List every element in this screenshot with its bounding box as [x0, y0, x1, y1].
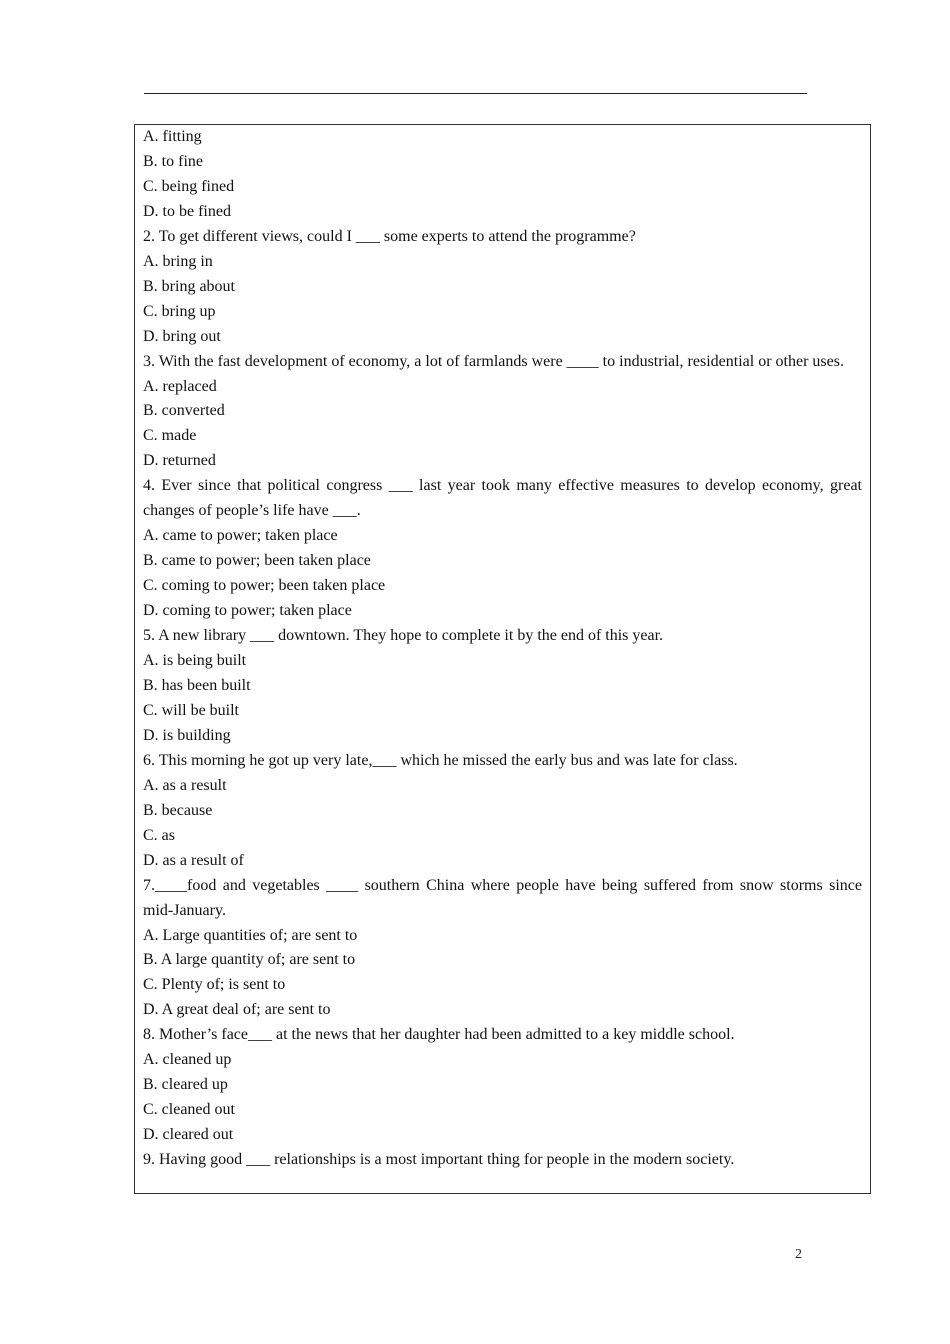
question-9: 9. Having good ___ relationships is a most important thing for people in the modern society. [143, 1151, 735, 1169]
question-4: 4. Ever since that political congress ___ last year took many effective measures to develop economy, great changes of people’s life have ___. [143, 477, 862, 520]
option-b: B. came to power; been taken place [143, 552, 371, 570]
question-7: 7.____food and vegetables ____ southern China where people have being suffered from snow storms since mid-January. [143, 876, 862, 919]
option-d: D. A great deal of; are sent to [143, 1001, 331, 1019]
option-b: B. A large quantity of; are sent to [143, 951, 356, 969]
question-5: 5. A new library ___ downtown. They hope to complete it by the end of this year. [143, 627, 664, 645]
question-box [134, 124, 871, 1194]
question-8: 8. Mother’s face___ at the news that her daughter had been admitted to a key middle school. [143, 1026, 735, 1044]
option-a: A. replaced [143, 377, 217, 395]
option-c: C. cleaned out [143, 1101, 235, 1119]
option-b: B. to fine [143, 152, 203, 170]
option-d: D. bring out [143, 327, 221, 345]
question-3: 3. With the fast development of economy, a lot of farmlands were ____ to industrial, residential or other uses. [143, 352, 844, 370]
option-d: D. returned [143, 452, 216, 470]
option-b: B. because [143, 801, 213, 819]
option-c: C. as [143, 826, 175, 844]
option-a: A. fitting [143, 128, 202, 145]
option-c: C. being fined [143, 177, 235, 195]
option-b: B. converted [143, 402, 225, 420]
option-b: B. has been built [143, 676, 251, 694]
page-number: 2 [795, 1247, 802, 1262]
option-a: A. bring in [143, 252, 213, 270]
question-2: 2. To get different views, could I ___ some experts to attend the programme? [143, 227, 636, 245]
option-d: D. to be fined [143, 202, 231, 220]
option-b: B. bring about [143, 277, 235, 295]
question-6: 6. This morning he got up very late,___ which he missed the early bus and was late for class. [143, 751, 738, 769]
option-d: D. cleared out [143, 1126, 234, 1144]
option-d: D. coming to power; taken place [143, 602, 352, 620]
option-a: A. Large quantities of; are sent to [143, 926, 358, 944]
option-b: B. cleared up [143, 1076, 228, 1094]
option-a: A. is being built [143, 652, 247, 670]
option-a: A. as a result [143, 776, 227, 794]
option-a: A. came to power; taken place [143, 527, 338, 545]
option-c: C. bring up [143, 302, 216, 320]
option-d: D. is building [143, 726, 231, 744]
option-c: C. made [143, 427, 197, 445]
option-a: A. cleaned up [143, 1051, 232, 1069]
option-c: C. coming to power; been taken place [143, 577, 386, 595]
option-c: C. will be built [143, 701, 239, 719]
header-rule [144, 93, 807, 94]
option-c: C. Plenty of; is sent to [143, 976, 286, 994]
option-d: D. as a result of [143, 851, 244, 869]
